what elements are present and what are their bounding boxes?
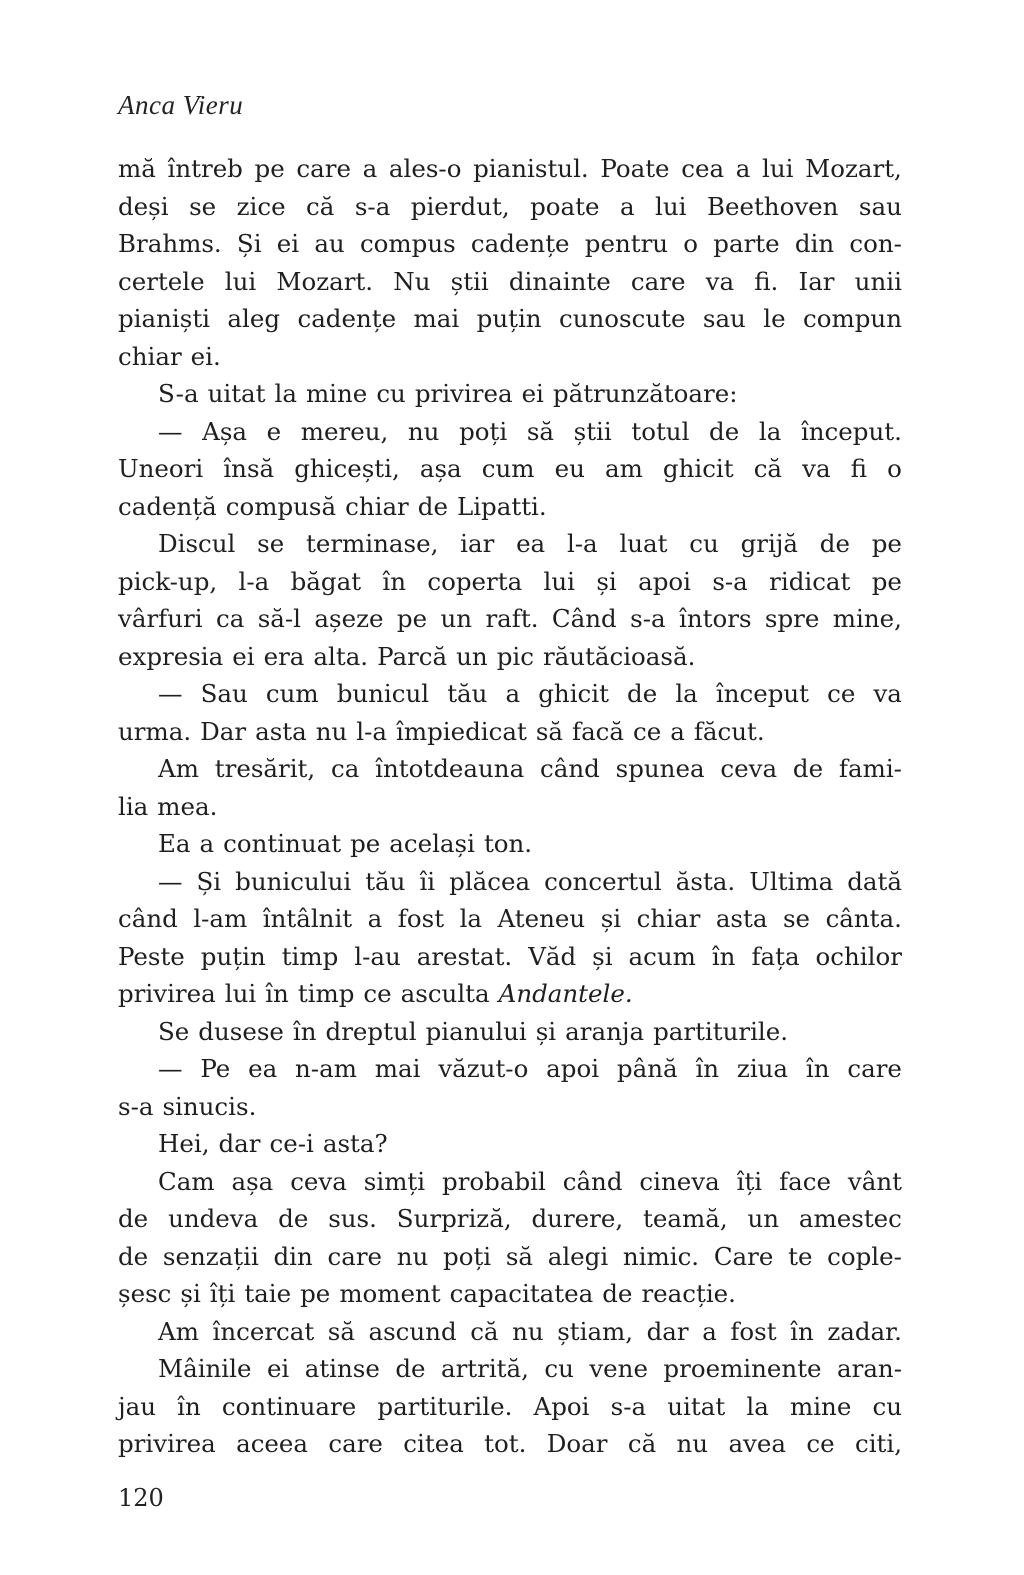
text-line: mă întreb pe care a ales-o pianistul. Poate cea a lui Mozart, — [118, 154, 902, 183]
text-line: cadență compusă chiar de Lipatti. — [118, 491, 547, 521]
text-line: pianiști aleg cadențe mai puțin cunoscute sau le compun — [118, 304, 902, 333]
text-line: Cam așa ceva simți probabil când cineva îți face vânt — [158, 1166, 902, 1196]
text-line: Brahms. Și ei au compus cadențe pentru o parte din con- — [118, 229, 902, 258]
text-line: S-a uitat la mine cu privirea ei pătrunzătoare: — [158, 379, 738, 408]
text-line: Hei, dar ce-i asta? — [158, 1129, 388, 1158]
page-number: 120 — [118, 1484, 164, 1512]
text-line: vârfuri ca să-l așeze pe un raft. Când s-a întors spre mine, — [118, 604, 902, 633]
text-line: Mâinile ei atinse de artrită, cu vene proeminente aran- — [158, 1354, 902, 1383]
text-line: de senzații din care nu poți să alegi nimic. Care te cople- — [118, 1241, 902, 1271]
text-line: Uneori însă ghicești, așa cum eu am ghicit că va fi o — [118, 454, 902, 483]
text-line: certele lui Mozart. Nu știi dinainte care va fi. Iar unii — [118, 266, 902, 296]
text-line: de undeva de sus. Surpriză, durere, teamă, un amestec — [118, 1204, 902, 1233]
text-line: Discul se terminase, iar ea l-a luat cu grijă de pe — [158, 529, 902, 558]
italic-title: Andantele. — [498, 979, 633, 1008]
text-line: chiar ei. — [118, 341, 221, 371]
text-line: jau în continuare partiturile. Apoi s-a uitat la mine cu — [118, 1391, 902, 1421]
text-line: pick-up, l-a băgat în coperta lui și apoi s-a ridicat pe — [118, 566, 902, 596]
text-line: — Și bunicului tău îi plăcea concertul ăsta. Ultima dată — [158, 866, 902, 896]
text-line: șesc și îți taie pe moment capacitatea de reacție. — [118, 1279, 736, 1308]
text-line: când l-am întâlnit a fost la Ateneu și chiar asta se cânta. — [118, 904, 902, 933]
body-text — [118, 150, 902, 1463]
text-line: expresia ei era alta. Parcă un pic răutăcioasă. — [118, 641, 696, 671]
text-line: Peste puțin timp l-au arestat. Văd și acum în fața ochilor — [118, 941, 902, 971]
text-line: Am încercat să ascund că nu știam, dar a fost în zadar. — [158, 1316, 902, 1346]
text-line: urma. Dar asta nu l-a împiedicat să facă ce a făcut. — [118, 716, 765, 746]
text-line: deși se zice că s-a pierdut, poate a lui Beethoven sau — [118, 191, 902, 221]
text-line: — Așa e mereu, nu poți să știi totul de la început. — [158, 416, 902, 446]
text-line: Am tresărit, ca întotdeauna când spunea ceva de fami- — [158, 754, 902, 783]
running-head: Anca Vieru — [118, 90, 244, 120]
text-line: Se dusese în dreptul pianului și aranja partiturile. — [158, 1016, 789, 1046]
text-line: — Pe ea n-am mai văzut-o apoi până în ziua în care — [158, 1054, 902, 1083]
text-line: privirea lui în timp ce asculta Andantele. — [118, 975, 902, 1013]
text-line: lia mea. — [118, 791, 218, 821]
text-line: Ea a continuat pe același ton. — [158, 829, 533, 858]
text-line: privirea aceea care citea tot. Doar că nu avea ce citi, — [118, 1429, 902, 1458]
text-line: s-a sinucis. — [118, 1091, 257, 1121]
text-line: — Sau cum bunicul tău a ghicit de la început ce va — [158, 679, 902, 708]
